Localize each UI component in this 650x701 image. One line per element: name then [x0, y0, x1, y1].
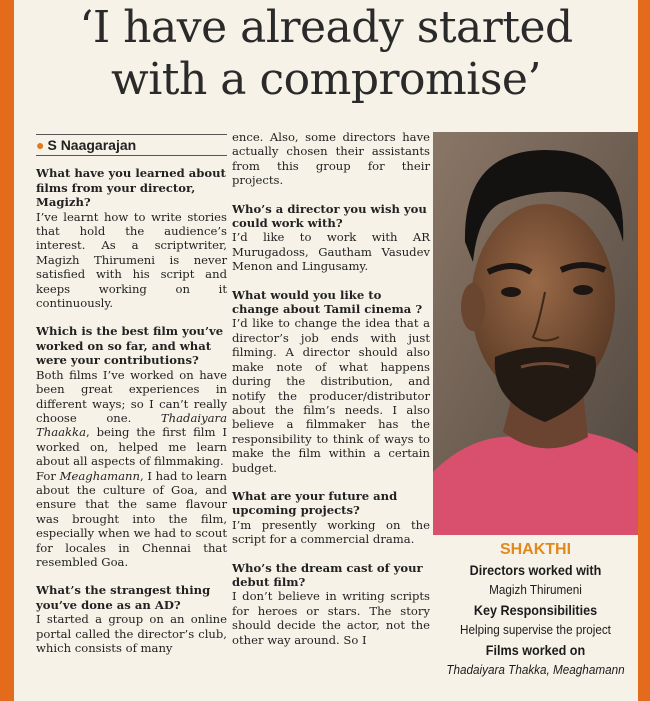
portrait-photo — [433, 132, 638, 535]
answer-3: I started a group on an online portal called the director’s club, which consists of many — [36, 612, 227, 655]
byline-author: S Naagarajan — [47, 137, 137, 153]
directors-label: Directors worked with — [469, 562, 602, 578]
film-title: Meaghamann — [59, 468, 140, 483]
responsibilities-value: Helping supervise the project — [460, 622, 611, 637]
headline-line-2: with a compromise’ — [111, 54, 541, 105]
portrait-illustration — [433, 132, 638, 535]
newspaper-page — [14, 0, 638, 701]
byline — [36, 134, 227, 156]
answer-2-para-2 — [36, 469, 227, 570]
bullet-icon: ● — [36, 137, 45, 153]
responsibilities-label: Key Responsibilities — [473, 602, 598, 618]
article-column-1 — [36, 134, 227, 669]
answer-2-text-a: Both films I’ve worked on have been great experiences in different ways; so I can’t really choose one. — [36, 367, 227, 425]
profile-name: SHAKTHI — [499, 541, 572, 558]
profile-sidebar — [433, 540, 638, 680]
answer-3-continued: ence. Also, some directors have actually chosen their assistants from this group for their projects. — [232, 130, 430, 188]
question-5: What would you like to change about Tamil cinema ? — [232, 287, 423, 317]
question-2: Which is the best film you’ve worked on so far, and what were your contributions? — [36, 324, 224, 368]
article-column-2 — [232, 130, 430, 661]
answer-2-text-d: , I had to learn about the culture of Goa, and ensure that the same flavour was brought into the film, especially when we had to scout for locales in Chennai that resembled Goa. — [36, 468, 228, 569]
directors-value: Magizh Thirumeni — [489, 582, 582, 597]
answer-4: I’d like to work with AR Murugadoss, Gautham Vasudev Menon and Lingusamy. — [232, 230, 430, 274]
question-6: What are your future and upcoming projects? — [232, 488, 398, 518]
answer-6: I’m presently working on the script for a commercial drama. — [232, 517, 430, 547]
question-7: Who’s the dream cast of your debut film? — [232, 560, 423, 589]
answer-2-para-1 — [36, 368, 227, 469]
film-title: Thadaiyara Thaakka — [36, 410, 227, 440]
films-value: Thadaiyara Thakka, Meaghamann — [446, 662, 625, 677]
question-1: What have you learned about films from your director, Magizh? — [36, 166, 226, 210]
answer-7: I don’t believe in writing scripts for heroes or stars. The story should decide the actor, not the other way around. So I — [232, 589, 430, 647]
answer-1: I’ve learnt how to write stories that hold the audience’s interest. As a scriptwriter, Magizh Thirumeni is never satisfied with his script and keeps working on it continuously. — [36, 209, 227, 311]
answer-2-text-c: For — [36, 468, 60, 483]
answer-2-text-b: , being the first film I worked on, helped me learn about all aspects of filmmaking. — [36, 425, 227, 469]
question-4: Who’s a director you wish you could work with? — [232, 201, 427, 231]
headline-line-1: ‘I have already started — [79, 2, 573, 53]
question-3: What’s the strangest thing you’ve done as an AD? — [36, 583, 211, 612]
answer-5: I’d like to change the idea that a director’s job ends with just filming. A director should also make note of what happens during the distribution, and notify the producer/distributor about the film’s needs. I also believe a filmmaker has the responsibility to think of ways to make the film within a certain budget. — [232, 316, 430, 475]
headline — [14, 2, 638, 106]
films-label: Films worked on — [485, 642, 586, 658]
